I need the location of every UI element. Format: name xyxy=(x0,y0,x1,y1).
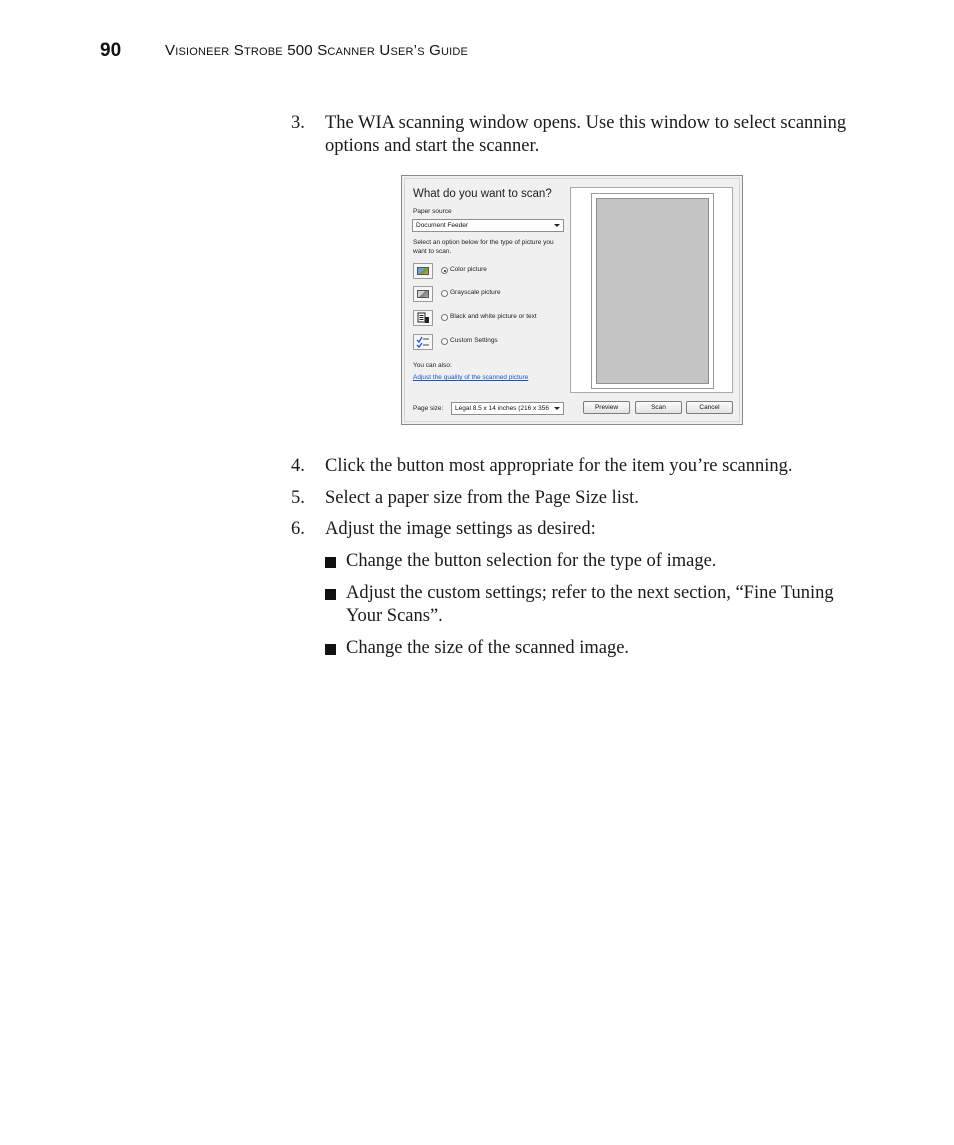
step-text: Adjust the image settings as desired: xyxy=(325,519,596,539)
custom-settings-icon xyxy=(413,334,433,350)
step-text: The WIA scanning window opens. Use this window to select scanning options and start the scanner. xyxy=(325,113,847,156)
radio-custom-settings[interactable] xyxy=(441,338,448,345)
bullet-item xyxy=(325,637,855,660)
radio-grayscale-picture[interactable] xyxy=(441,290,448,297)
radio-color-picture[interactable] xyxy=(441,267,448,274)
paper-source-value: Document Feeder xyxy=(416,222,469,229)
option-label: Black and white picture or text xyxy=(450,313,537,320)
grayscale-picture-icon xyxy=(413,286,433,302)
step-number: 4. xyxy=(291,456,305,476)
page-size-select[interactable] xyxy=(451,402,564,415)
picture-type-instruction: Select an option below for the type of picture you want to scan. xyxy=(413,239,554,255)
adjust-quality-link[interactable]: Adjust the quality of the scanned picture xyxy=(413,374,529,381)
radio-black-white[interactable] xyxy=(441,314,448,321)
step-5 xyxy=(291,487,861,510)
bullet-text: Change the size of the scanned image. xyxy=(346,638,630,658)
step-4 xyxy=(291,455,861,478)
paper-source-label: Paper source xyxy=(413,208,452,215)
cancel-button[interactable]: Cancel xyxy=(686,401,733,414)
option-grayscale-picture[interactable] xyxy=(413,286,563,304)
preview-button[interactable]: Preview xyxy=(583,401,630,414)
page-size-label: Page size: xyxy=(413,405,444,412)
scan-button[interactable]: Scan xyxy=(635,401,682,414)
option-label: Custom Settings xyxy=(450,337,498,344)
step-3 xyxy=(291,112,861,158)
option-black-white[interactable] xyxy=(413,310,563,328)
chevron-down-icon xyxy=(554,407,560,410)
square-bullet-icon xyxy=(325,557,336,568)
step-number: 3. xyxy=(291,113,305,133)
step-number: 5. xyxy=(291,488,305,508)
step-text: Select a paper size from the Page Size list. xyxy=(325,488,639,508)
step-text: Click the button most appropriate for the item you’re scanning. xyxy=(325,456,793,476)
square-bullet-icon xyxy=(325,589,336,600)
option-color-picture[interactable] xyxy=(413,263,563,281)
black-white-text-icon xyxy=(413,310,433,326)
dialog-heading: What do you want to scan? xyxy=(413,188,552,200)
square-bullet-icon xyxy=(325,644,336,655)
preview-page xyxy=(591,193,714,389)
option-label: Grayscale picture xyxy=(450,289,501,296)
option-custom-settings[interactable] xyxy=(413,334,563,352)
running-title: Visioneer Strobe 500 Scanner User’s Guide xyxy=(165,42,469,59)
page-size-value: Legal 8.5 x 14 inches (216 x 356 xyxy=(455,405,549,412)
option-label: Color picture xyxy=(450,266,487,273)
step-6 xyxy=(291,518,861,541)
bullet-text: Change the button selection for the type of image. xyxy=(346,551,717,571)
bullet-item xyxy=(325,550,855,573)
you-can-also-label: You can also: xyxy=(413,362,452,369)
paper-source-select[interactable] xyxy=(412,219,564,232)
bullet-item xyxy=(325,582,855,628)
color-picture-icon xyxy=(413,263,433,279)
chevron-down-icon xyxy=(554,224,560,227)
step-number: 6. xyxy=(291,519,305,539)
preview-pane xyxy=(570,187,733,393)
page-number: 90 xyxy=(100,40,122,61)
bullet-text: Adjust the custom settings; refer to the next section, “Fine Tuning Your Scans”. xyxy=(346,583,834,626)
wia-scan-dialog-screenshot xyxy=(401,175,743,425)
